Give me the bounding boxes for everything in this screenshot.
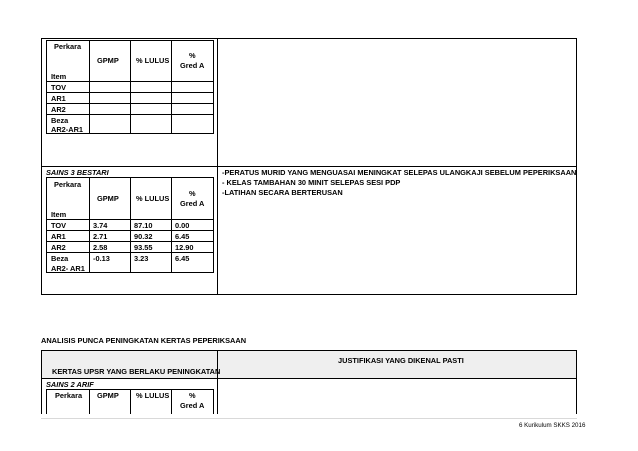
header-lulus: % LULUS bbox=[136, 56, 170, 65]
col-line bbox=[171, 177, 172, 273]
row-line bbox=[46, 230, 214, 231]
col-line bbox=[130, 177, 131, 273]
upper-row-divider bbox=[41, 166, 577, 167]
cell-gred: 12.90 bbox=[175, 243, 194, 252]
cell-lulus: 90.32 bbox=[134, 232, 153, 241]
col-line bbox=[89, 389, 90, 414]
row-line bbox=[46, 92, 214, 93]
footer-text: 6 Kurikulum SKKS 2016 bbox=[519, 422, 586, 429]
lower-header-divider bbox=[41, 378, 577, 379]
row-label-beza: Beza bbox=[51, 116, 69, 125]
header-perkara: Perkara bbox=[54, 42, 82, 51]
footer-rule bbox=[41, 418, 577, 419]
section-heading: ANALISIS PUNCA PENINGKATAN KERTAS PEPERIKSAAN bbox=[41, 336, 247, 345]
header-pct: % bbox=[189, 51, 196, 60]
cell-gpmp: -0.13 bbox=[93, 254, 110, 263]
cell-lulus: 87.10 bbox=[134, 221, 153, 230]
cell-gred: 0.00 bbox=[175, 221, 190, 230]
header-gpmp: GPMP bbox=[97, 194, 119, 203]
row-line bbox=[46, 103, 214, 104]
cell-gpmp: 2.71 bbox=[93, 232, 108, 241]
mini-header-pct: % bbox=[189, 391, 196, 400]
cell-item: TOV bbox=[51, 221, 67, 230]
row-label-tov: TOV bbox=[51, 83, 67, 92]
mini-header-perkara: Perkara bbox=[55, 391, 83, 400]
header-gpmp: GPMP bbox=[97, 56, 119, 65]
cell-item: AR2 bbox=[51, 243, 66, 252]
col-line bbox=[171, 389, 172, 414]
note-2: - KELAS TAMBAHAN 30 MINIT SELEPAS SESI PDP bbox=[222, 178, 401, 187]
header-item: Item bbox=[51, 210, 67, 219]
cell-lulus: 3.23 bbox=[134, 254, 149, 263]
row-label-ar2-ar1: AR2-AR1 bbox=[51, 125, 84, 134]
col-line bbox=[89, 177, 90, 273]
mini-header-gpmp: GPMP bbox=[97, 391, 119, 400]
note-3: -LATIHAN SECARA BERTERUSAN bbox=[222, 188, 343, 197]
cell-gred: 6.45 bbox=[175, 232, 190, 241]
col-right-header: JUSTIFIKASI YANG DIKENAL PASTI bbox=[338, 356, 464, 365]
row-line bbox=[46, 219, 214, 220]
col-line bbox=[89, 40, 90, 134]
row-line bbox=[46, 114, 214, 115]
header-gred: Gred A bbox=[180, 199, 205, 208]
col-left-header: KERTAS UPSR YANG BERLAKU PENINGKATAN bbox=[52, 367, 221, 376]
cell-item-2: AR2- AR1 bbox=[51, 264, 85, 273]
row-line bbox=[46, 241, 214, 242]
header-perkara: Perkara bbox=[54, 180, 82, 189]
col-line bbox=[130, 389, 131, 414]
cell-item: AR1 bbox=[51, 232, 66, 241]
cell-gpmp: 3.74 bbox=[93, 221, 108, 230]
mini-header-lulus: % LULUS bbox=[136, 391, 170, 400]
lower-column-divider bbox=[217, 350, 218, 414]
sains3-title: SAINS 3 BESTARI bbox=[46, 168, 109, 177]
cell-gred: 6.45 bbox=[175, 254, 190, 263]
row-label-ar2: AR2 bbox=[51, 105, 66, 114]
col-line bbox=[130, 40, 131, 134]
header-gred: Gred A bbox=[180, 61, 205, 70]
sains2-title: SAINS 2 ARIF bbox=[46, 380, 94, 389]
cell-lulus: 93.55 bbox=[134, 243, 153, 252]
header-item: Item bbox=[51, 72, 67, 81]
header-pct: % bbox=[189, 189, 196, 198]
header-lulus: % LULUS bbox=[136, 194, 170, 203]
row-label-ar1: AR1 bbox=[51, 94, 66, 103]
note-1: -PERATUS MURID YANG MENGUASAI MENINGKAT SELEPAS ULANGKAJI SEBELUM PEPERIKSAAN bbox=[222, 168, 577, 177]
cell-gpmp: 2.58 bbox=[93, 243, 108, 252]
row-line bbox=[46, 81, 214, 82]
col-line bbox=[171, 40, 172, 134]
cell-item: Beza bbox=[51, 254, 69, 263]
row-line bbox=[46, 252, 214, 253]
mini-header-gred: Gred A bbox=[180, 401, 205, 410]
